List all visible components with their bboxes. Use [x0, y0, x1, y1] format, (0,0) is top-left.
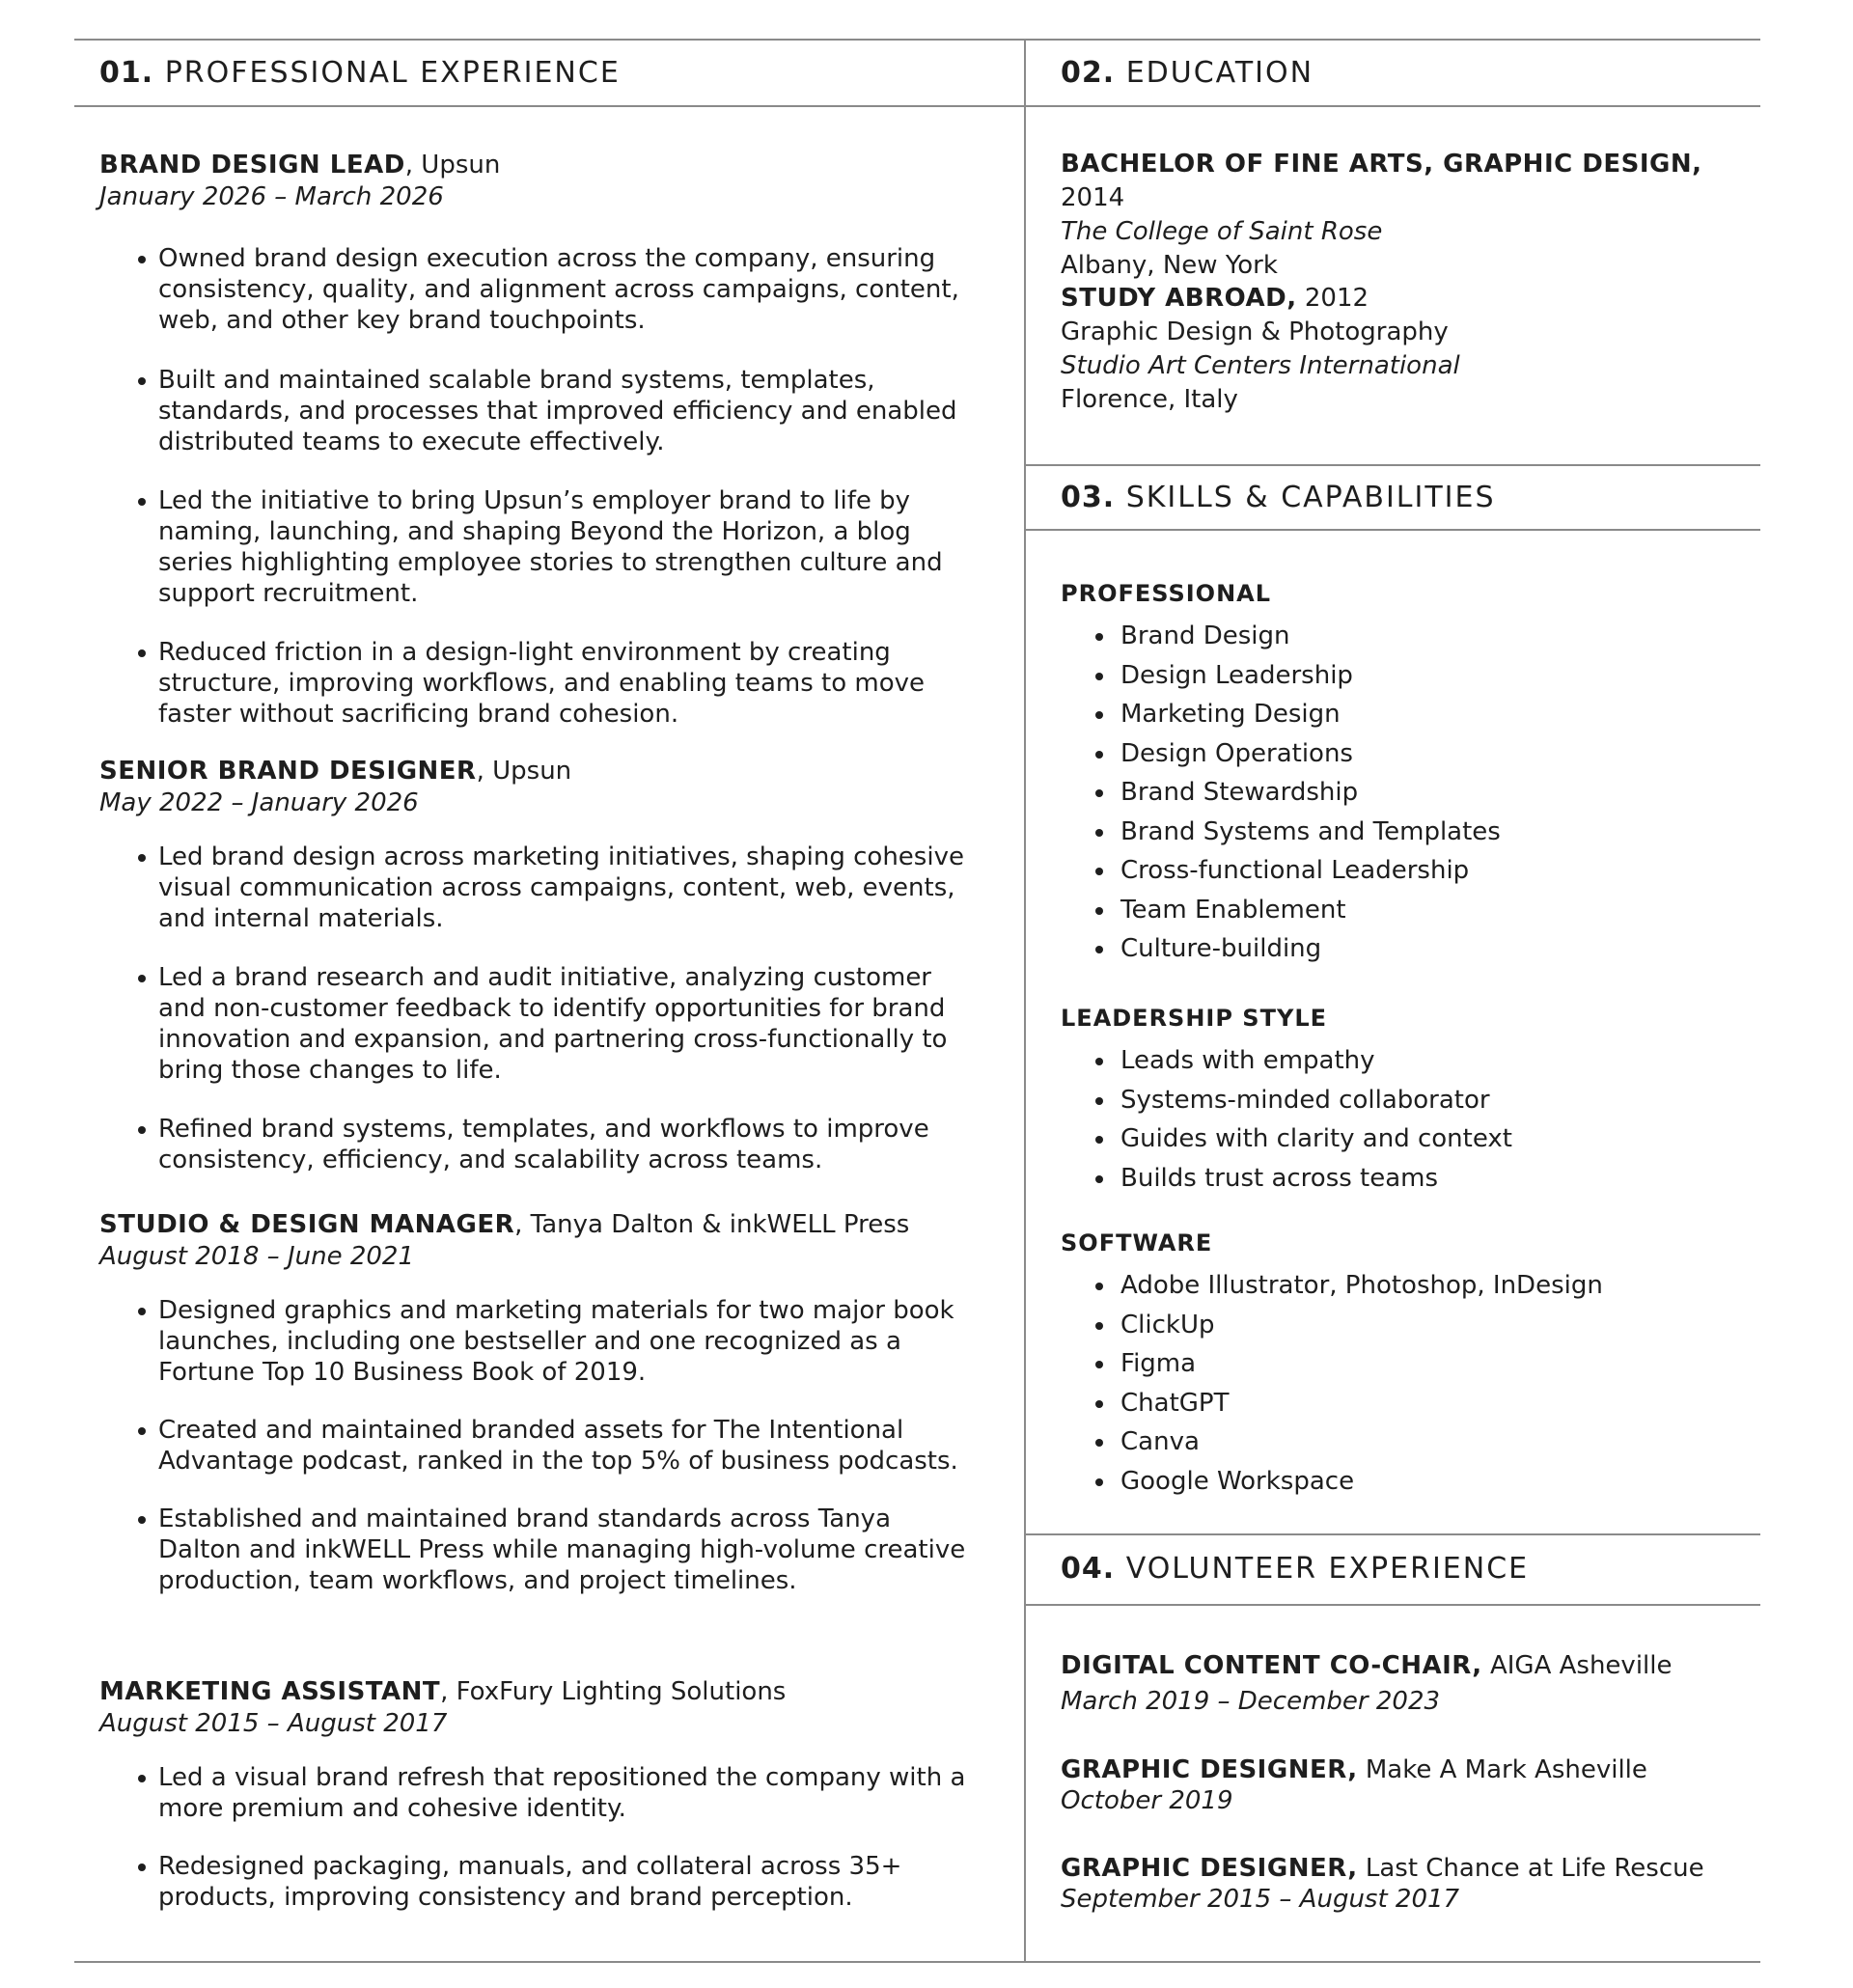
job-title: SENIOR BRAND DESIGNER, Upsun [99, 757, 572, 786]
list-item: Systems-minded collaborator [1061, 1081, 1512, 1120]
list-item: Leads with empathy [1061, 1041, 1512, 1081]
list-item: Canva [1061, 1422, 1603, 1462]
job-entry [99, 1676, 968, 1739]
bullet-item: Redesigned packaging, manuals, and collateral across 35+ products, improving consistency and brand perception. [99, 1851, 979, 1913]
bullet-item: Refined brand systems, templates, and workflows to improve consistency, efficiency, and scalability across teams. [99, 1114, 979, 1175]
job-title: BRAND DESIGN LEAD, Upsun [99, 151, 501, 179]
column-divider [1024, 39, 1026, 1961]
list-item: Brand Systems and Templates [1061, 813, 1501, 852]
top-divider [74, 39, 1760, 41]
education-entry: BACHELOR OF FINE ARTS, GRAPHIC DESIGN, 2014 The College of Saint Rose Albany, New York [1061, 150, 1702, 280]
skills-leadership-heading: LEADERSHIP STYLE [1061, 1005, 1328, 1032]
education-entry: STUDY ABROAD, 2012 Graphic Design & Photography Studio Art Centers International Florence, Italy [1061, 284, 1460, 414]
job-title: MARKETING ASSISTANT, FoxFury Lighting Solutions [99, 1677, 787, 1706]
list-item: Design Operations [1061, 734, 1501, 774]
list-item: Brand Stewardship [1061, 773, 1501, 813]
volunteer-top-divider [1024, 1533, 1760, 1535]
job-bullets [99, 1762, 979, 1913]
list-item: Culture-building [1061, 929, 1501, 969]
experience-heading: 01. PROFESSIONAL EXPERIENCE [99, 56, 621, 90]
volunteer-heading: 04. VOLUNTEER EXPERIENCE [1061, 1552, 1530, 1586]
bullet-item: Created and maintained branded assets for The Intentional Advantage podcast, ranked in the top 5% of business podcasts. [99, 1415, 979, 1477]
list-item: Adobe Illustrator, Photoshop, InDesign [1061, 1266, 1603, 1306]
bullet-item: Owned brand design execution across the company, ensuring consistency, quality, and alignment across campaigns, content, web, and other key brand touchpoints. [99, 243, 979, 336]
bullet-item: Designed graphics and marketing materials for two major book launches, including one bestseller and one recognized as a Fortune Top 10 Business Book of 2019. [99, 1295, 979, 1388]
bullet-item: Led brand design across marketing initiatives, shaping cohesive visual communication across campaigns, content, web, events, and internal materials. [99, 842, 979, 934]
job-entry [99, 150, 968, 212]
job-dates: August 2018 – June 2021 [99, 1242, 415, 1271]
job-dates: August 2015 – August 2017 [99, 1709, 448, 1738]
bullet-item: Led the initiative to bring Upsun’s employer brand to life by naming, launching, and shaping Beyond the Horizon, a blog series highlighting employee stories to strengthen culture and support recruitment. [99, 485, 979, 609]
list-item: Design Leadership [1061, 656, 1501, 696]
list-item: Figma [1061, 1344, 1603, 1384]
job-bullets [99, 243, 979, 730]
bullet-item: Established and maintained brand standards across Tanya Dalton and inkWELL Press while managing high-volume creative production, team workflows, and project timelines. [99, 1504, 979, 1596]
list-item: Google Workspace [1061, 1462, 1603, 1502]
list-item: Marketing Design [1061, 695, 1501, 734]
skills-header-divider [1024, 529, 1760, 531]
volunteer-entry: GRAPHIC DESIGNER, Last Chance at Life Rescue September 2015 – August 2017 [1061, 1854, 1704, 1914]
job-dates: May 2022 – January 2026 [99, 788, 419, 817]
skills-software-heading: SOFTWARE [1061, 1229, 1213, 1256]
skills-software-list [1061, 1266, 1603, 1501]
job-bullets [99, 1295, 979, 1596]
experience-header-divider [74, 105, 1760, 107]
education-heading: 02. EDUCATION [1061, 56, 1314, 90]
bottom-divider [74, 1961, 1760, 1963]
skills-professional-heading: PROFESSIONAL [1061, 580, 1272, 607]
list-item: Brand Design [1061, 617, 1501, 656]
bullet-item: Led a visual brand refresh that repositioned the company with a more premium and cohesive identity. [99, 1762, 979, 1824]
skills-heading: 03. SKILLS & CAPABILITIES [1061, 481, 1496, 514]
job-bullets [99, 842, 979, 1175]
volunteer-entry: GRAPHIC DESIGNER, Make A Mark Asheville October 2019 [1061, 1755, 1647, 1815]
bullet-item: Built and maintained scalable brand systems, templates, standards, and processes that improved efficiency and enabled distributed teams to execute effectively. [99, 365, 979, 457]
list-item: Guides with clarity and context [1061, 1119, 1512, 1159]
skills-professional-list [1061, 617, 1501, 969]
job-entry [99, 1209, 968, 1272]
volunteer-header-divider [1024, 1604, 1760, 1606]
list-item: Builds trust across teams [1061, 1159, 1512, 1199]
list-item: ChatGPT [1061, 1384, 1603, 1423]
skills-leadership-list [1061, 1041, 1512, 1198]
job-title: STUDIO & DESIGN MANAGER, Tanya Dalton & inkWELL Press [99, 1210, 910, 1239]
volunteer-entry: DIGITAL CONTENT CO-CHAIR, AIGA Asheville March 2019 – December 2023 [1061, 1651, 1673, 1716]
list-item: ClickUp [1061, 1306, 1603, 1345]
bullet-item: Reduced friction in a design-light environment by creating structure, improving workflows, and enabling teams to move faster without sacrificing brand cohesion. [99, 637, 979, 730]
skills-top-divider [1024, 464, 1760, 466]
job-dates: January 2026 – March 2026 [99, 182, 444, 211]
job-entry [99, 756, 968, 818]
list-item: Team Enablement [1061, 891, 1501, 930]
bullet-item: Led a brand research and audit initiative, analyzing customer and non-customer feedback to identify opportunities for brand innovation and expansion, and partnering cross-functionally to bring those changes to life. [99, 962, 979, 1086]
list-item: Cross-functional Leadership [1061, 851, 1501, 891]
